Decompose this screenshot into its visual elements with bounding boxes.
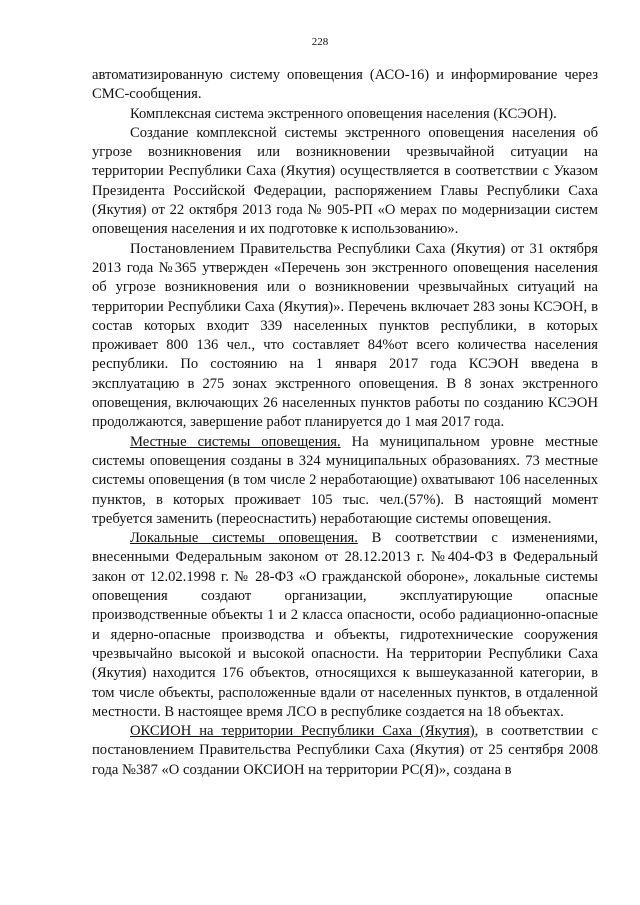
section-lead-underlined: Локальные системы оповещения.	[130, 530, 358, 547]
paragraph-kseon-heading	[92, 105, 598, 124]
section-lead-underlined: Местные системы оповещения.	[130, 433, 341, 450]
paragraph-text: Комплексная система экстренного оповещения населения (КСЭОН).	[130, 105, 557, 122]
paragraph-kseon-resolution	[92, 240, 598, 433]
paragraph-text: автоматизированную систему оповещения (АСО-16) и информирование через СМС-сообщения.	[92, 67, 598, 103]
page-number: 228	[311, 36, 329, 48]
paragraph-localized-systems	[92, 529, 598, 722]
paragraph-kseon-creation	[92, 124, 598, 240]
paragraph-text: , в соответствии с постановлением Правительства Республики Саха (Якутия) от 25 сентября 2008 года №387 «О создании ОКСИОН на территории РС(Я)», создана в	[92, 723, 598, 778]
paragraph-text: В соответствии с изменениями, внесенными Федеральным законом от 28.12.2013 г. №404-ФЗ в Федеральный закон от 12.02.1998 г. № 28-ФЗ «О гражданской обороне», локальные системы оповещения создают организации, эксплуатирующие опасные производственные объекты 1 и 2 класса опасности, особо радиационно-опасные и ядерно-опасные производства и объекты, гидротехнические сооружения чрезвычайно высокой и высокой опасности. На территории Республики Саха (Якутия) находится 176 объектов, относящихся к вышеуказанной категории, в том числе объекты, расположенные вдали от населенных пунктов, в отдаленной местности. В настоящее время ЛСО в республике создается на 18 объектах.	[92, 530, 598, 720]
paragraph-continuation	[92, 66, 598, 105]
paragraph-oksion	[92, 722, 598, 780]
paragraph-text: Создание комплексной системы экстренного оповещения населения об угрозе возникновения или возникновении чрезвычайной ситуации на территории Республики Саха (Якутия) осуществляется в соответствии с Указом Президента Российской Федерации, распоряжением Главы Республики Саха (Якутия) от 22 октября 2013 года № 905-РП «О мерах по модернизации систем оповещения населения и их подготовке к использованию».	[92, 124, 598, 238]
paragraph-local-systems	[92, 433, 598, 529]
paragraph-text: Постановлением Правительства Республики Саха (Якутия) от 31 октября 2013 года №365 утвержден «Перечень зон экстренного оповещения населения об угрозе возникновения или о возникновении чрезвычайных ситуаций на территории Республики Саха (Якутия)». Перечень включает 283 зоны КСЭОН, в состав которых входит 339 населенных пунктов республики, в которых проживает 800 136 чел., что составляет 84%от всего количества населения республики. По состоянию на 1 января 2017 года КСЭОН введена в эксплуатацию в 275 зонах экстренного оповещения. В 8 зонах экстренного оповещения, включающих 26 населенных пунктов работы по созданию КСЭОН продолжаются, завершение работ планируется до 1 мая 2017 года.	[92, 240, 598, 431]
paragraph-text: На муниципальном уровне местные системы оповещения созданы в 324 муниципальных образованиях. 73 местные системы оповещения (в том числе 2 неработающие) охватывают 106 населенных пунктов, в которых проживает 105 тыс. чел.(57%). В настоящий момент требуется заменить (переоснастить) неработающие системы оповещения.	[92, 433, 598, 527]
section-lead-underlined: ОКСИОН на территории Республики Саха (Якутия)	[130, 723, 475, 740]
body-text	[92, 66, 598, 780]
